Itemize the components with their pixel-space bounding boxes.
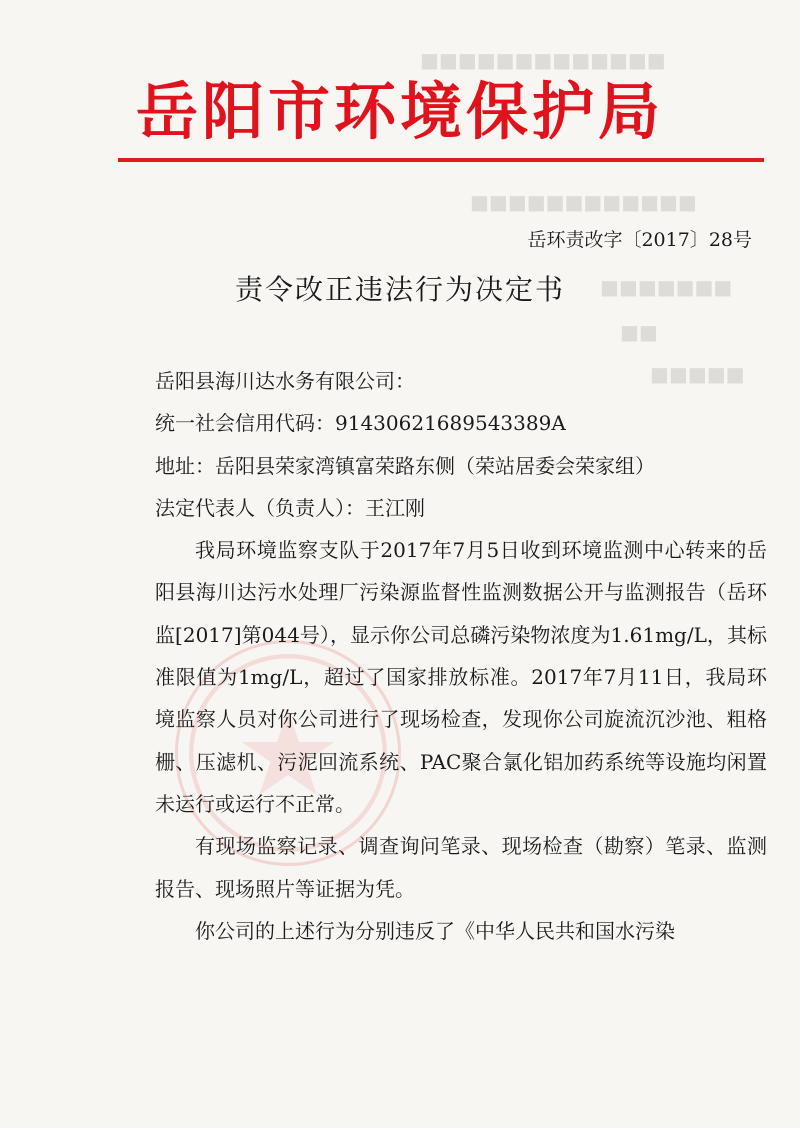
recipient-credit-code: 统一社会信用代码：91430621689543389A — [155, 411, 566, 436]
bleed-through-text: ■■■■■■■ — [600, 275, 733, 299]
recipient-legal-representative: 法定代表人（负责人）：王江刚 — [155, 495, 425, 520]
paragraph-evidence: 有现场监察记录、调查询问笔录、现场检查（勘察）笔录、监测报告、现场照片等证据为凭。 — [155, 834, 767, 901]
bleed-through-text: ■■ — [620, 320, 658, 344]
document-number: 岳环责改字〔2017〕28号 — [527, 229, 752, 251]
bleed-through-text: ■■■■■ — [650, 362, 745, 386]
document-title: 责令改正违法行为决定书 — [234, 273, 565, 306]
paragraph-facts: 我局环境监察支队于2017年7月5日收到环境监测中心转来的岳阳县海川达污水处理厂污染源监督性监测数据公开与监测报告（岳环监[2017]第044号），显示你公司总磷污染物浓度为1.61mg/L，其标准限值为1mg/L，超过了国家排放标准。2017年7月11日，我局环境监察人员对你公司进行了现场检查，发现你公司旋流沉沙池、粗格栅、压滤机、污泥回流系统、PAC聚合氯化铝加药系统等设施均闲置未运行或运行不正常。 — [155, 538, 767, 816]
recipient-address: 地址：岳阳县荣家湾镇富荣路东侧（荣站居委会荣家组） — [155, 453, 655, 478]
document-body — [155, 360, 767, 952]
letterhead-divider — [118, 158, 764, 162]
bleed-through-text: ■■■■■■■■■■■■■ — [420, 48, 666, 72]
recipient-company: 岳阳县海川达水务有限公司： — [155, 369, 415, 393]
letterhead-title: 岳阳市环境保护局 — [135, 75, 664, 148]
bleed-through-text: ■■■■■■■■■■■■ — [470, 190, 697, 214]
paragraph-violation: 你公司的上述行为分别违反了《中华人民共和国水污染 — [195, 918, 675, 943]
